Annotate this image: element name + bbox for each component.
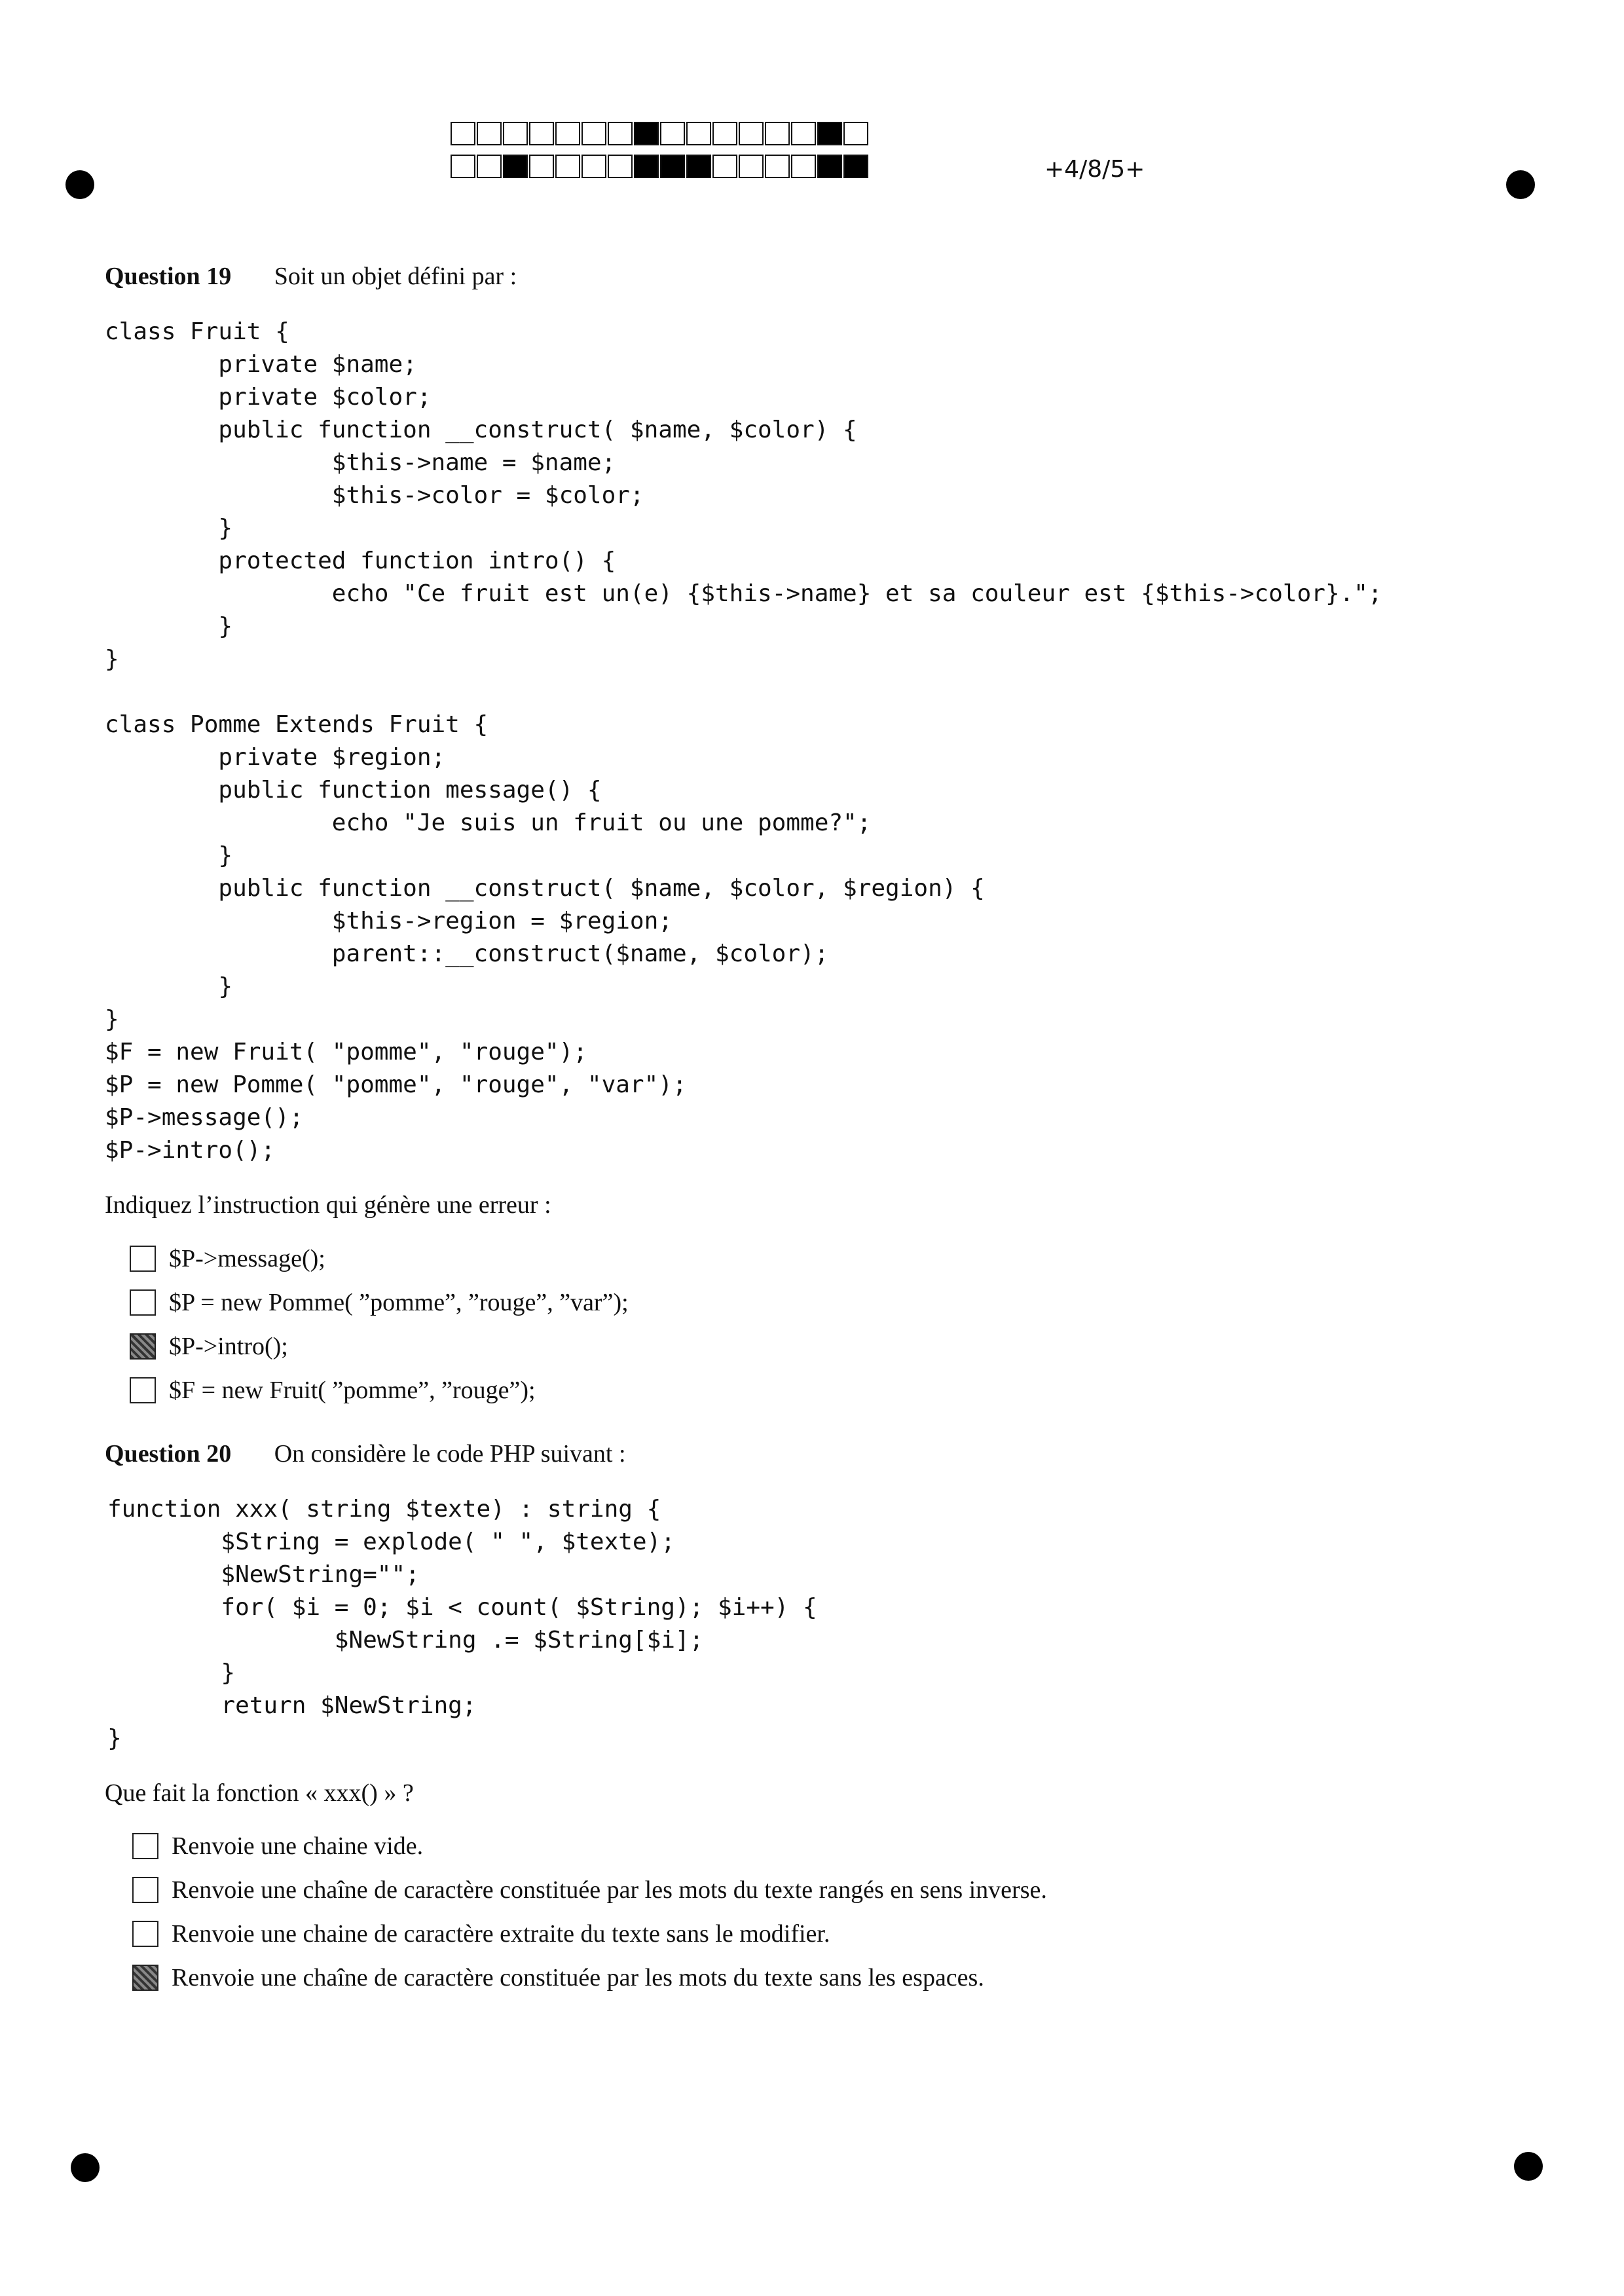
barcode-cell [765,122,790,145]
option-label: Renvoie une chaine vide. [172,1832,424,1860]
barcode-cell [634,155,659,178]
q20-option-3[interactable] [132,1919,830,1948]
corner-mark-top-left [65,170,94,199]
question-number: Question 20 [105,1440,232,1468]
barcode-cell [608,122,633,145]
q19-option-1[interactable] [130,1244,325,1273]
option-label: Renvoie une chaîne de caractère constituée par les mots du texte sans les espaces. [172,1964,984,1991]
question-intro: On considère le code PHP suivant : [274,1440,626,1468]
barcode-cell [555,155,580,178]
barcode-cell [451,155,475,178]
option-label: $P = new Pomme( ”pomme”, ”rouge”, ”var”); [169,1289,629,1316]
exam-code: +4/8/5+ [1044,156,1145,183]
checkbox[interactable] [132,1921,158,1947]
barcode-cell [712,155,737,178]
question-20-header [105,1438,626,1470]
corner-mark-bottom-right [1514,2152,1543,2181]
question-number: Question 19 [105,263,232,290]
checkbox-checked[interactable] [130,1333,156,1360]
checkbox-checked[interactable] [132,1965,158,1991]
barcode-cell [503,155,528,178]
barcode-cell [529,122,554,145]
corner-mark-top-right [1506,170,1535,199]
barcode-cell [686,122,711,145]
barcode-cell [503,122,528,145]
q19-option-2[interactable] [130,1288,629,1317]
option-label: $F = new Fruit( ”pomme”, ”rouge”); [169,1377,536,1404]
barcode-cell [555,122,580,145]
q19-option-3[interactable] [130,1332,288,1361]
barcode-cell [608,155,633,178]
barcode-cell [451,122,475,145]
q19-option-4[interactable] [130,1376,536,1405]
barcode-cell [660,155,685,178]
barcode-cell [686,155,711,178]
barcode-cell [634,122,659,145]
barcode-cell [843,155,868,178]
option-label: Renvoie une chaîne de caractère constituée par les mots du texte rangés en sens inverse. [172,1876,1047,1904]
q20-option-2[interactable] [132,1876,1047,1904]
checkbox[interactable] [130,1377,156,1403]
question-intro: Soit un objet défini par : [274,263,517,290]
checkbox[interactable] [132,1833,158,1859]
barcode-row-1 [451,122,870,145]
question-20-code: function xxx( string $texte) : string { $String = explode( " ", $texte); $NewString=""; for( $i = 0; $i < count( $String); $i++) { $NewString .= $String[$i]; } return $NewString; } [107,1496,817,1752]
barcode-cell [843,122,868,145]
barcode-cell [765,155,790,178]
barcode-row-2 [451,155,870,178]
barcode-cell [581,155,606,178]
checkbox[interactable] [130,1289,156,1316]
barcode-cell [817,155,842,178]
option-label: Renvoie une chaine de caractère extraite du texte sans le modifier. [172,1920,830,1948]
question-19-prompt: Indiquez l’instruction qui génère une erreur : [105,1191,551,1219]
checkbox[interactable] [130,1246,156,1272]
option-label: $P->message(); [169,1245,325,1272]
question-20-prompt: Que fait la fonction « xxx() » ? [105,1779,414,1807]
q20-option-4[interactable] [132,1963,984,1992]
q20-option-1[interactable] [132,1832,423,1861]
barcode-cell [817,122,842,145]
barcode-cell [660,122,685,145]
barcode-cell [739,122,764,145]
barcode-cell [791,122,816,145]
checkbox[interactable] [132,1877,158,1903]
barcode-cell [477,122,502,145]
corner-mark-bottom-left [71,2153,100,2182]
barcode-cell [791,155,816,178]
barcode-cell [739,155,764,178]
question-19-code: class Fruit { private $name; private $color; public function __construct( $name, $color) { $this->name = $name; $this->color = $color; } protected function intro() { echo "Ce fruit est un(e) {$this->name} et sa couleur est {$this->color}."; } } class Pomme Extends Fruit { private $region; public function message() { echo "Je suis un fruit ou une pomme?"; } public function __construct( $name, $color, $region) { $this->region = $region; parent::__construct($name, $color); } } $F = new Fruit( "pomme", "rouge"); $P = new Pomme( "pomme", "rouge", "var"); $P->message(); $P->intro(); [105,318,1382,1164]
barcode-cell [529,155,554,178]
barcode-cell [581,122,606,145]
barcode-cell [477,155,502,178]
question-19-header [105,261,517,292]
option-label: $P->intro(); [169,1333,288,1360]
barcode-cell [712,122,737,145]
